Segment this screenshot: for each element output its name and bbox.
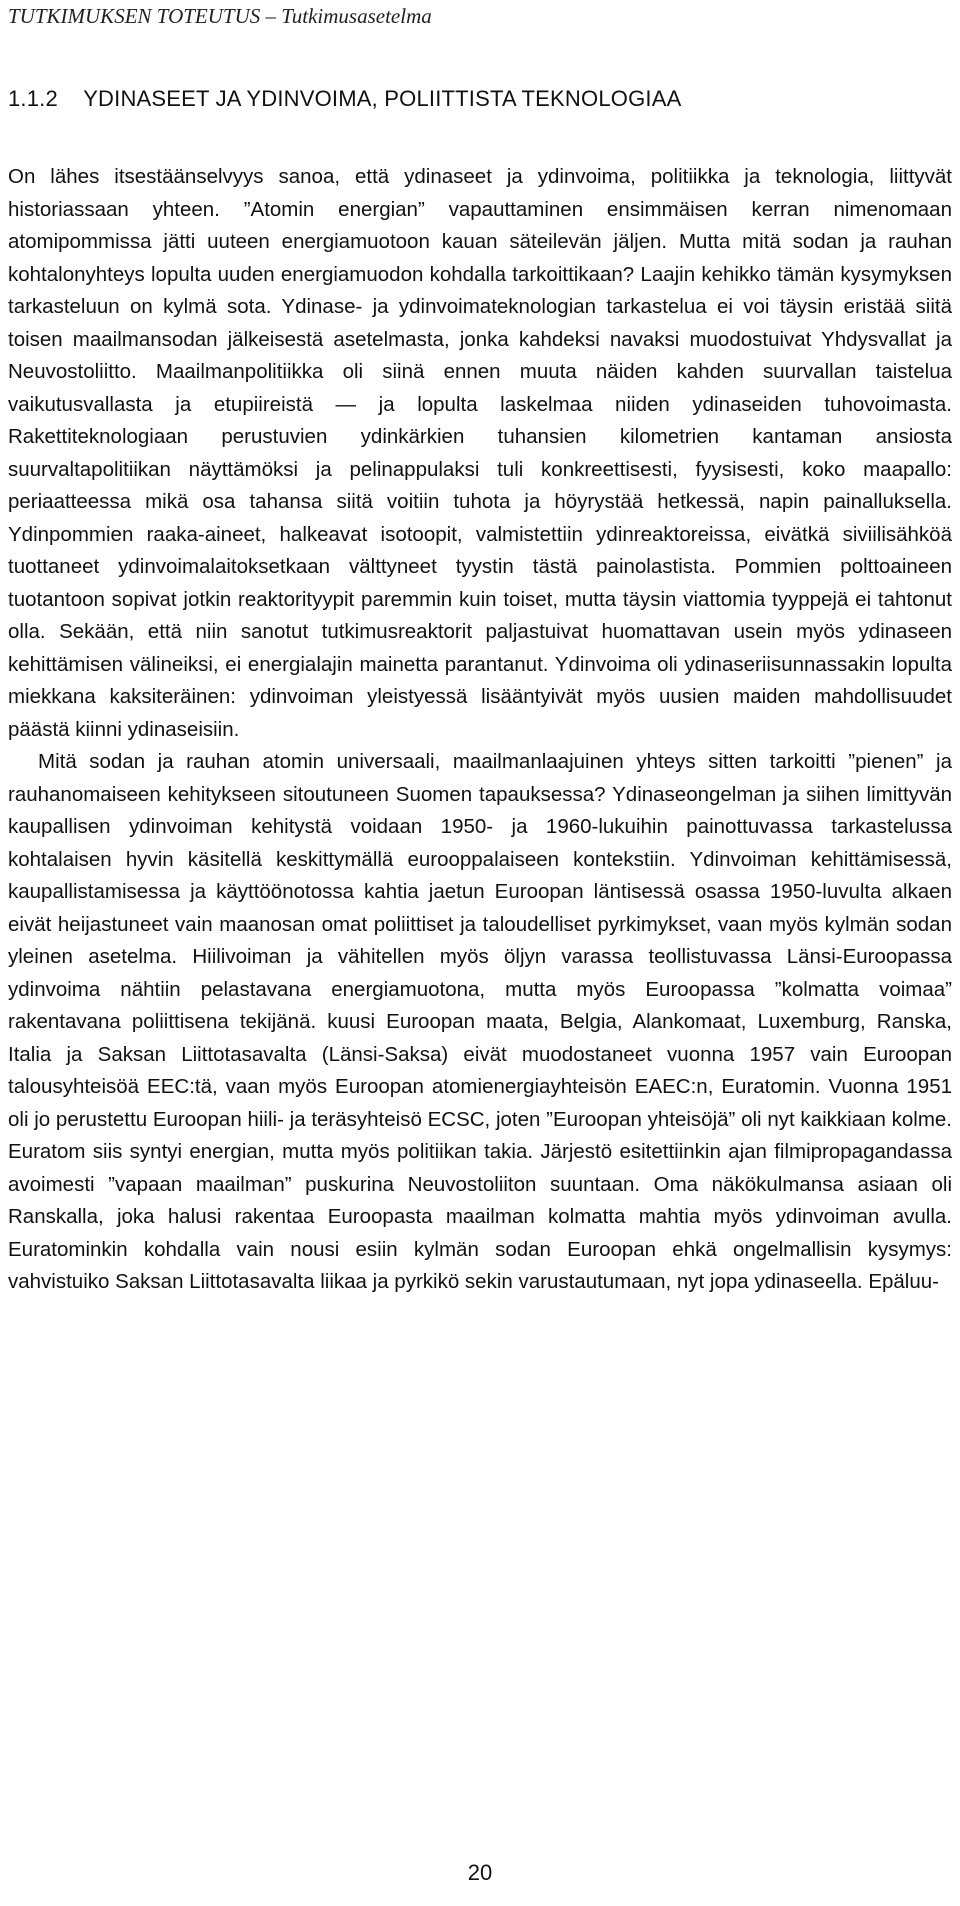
section-number: 1.1.2 [8,86,58,111]
body-text [8,161,952,1299]
paragraph-1: On lähes itsestäänselvyys sanoa, että ydinaseet ja ydinvoima, politiikka ja teknologia, liittyvät historiassaan yhteen. ”Atomin energian” vapauttaminen ensimmäisen kerran nimenomaan atomipommissa jätti uuteen energiamuotoon kauan säteilevän jäljen. Mutta mitä sodan ja rauhan kohtalonyhteys lopulta uuden energiamuodon kohdalla tarkoittikaan? Laajin kehikko tämän kysymyksen tarkasteluun on kylmä sota. Ydinase- ja ydinvoimateknologian tarkastelua ei voi täysin eristää siitä toisen maailmansodan jälkeisestä asetelmasta, jonka kahdeksi navaksi muodostuivat Yhdysvallat ja Neuvostoliitto. Maailmanpolitiikka oli siinä ennen muuta näiden kahden suurvallan taistelua vaikutusvallasta ja etupiireistä — ja lopulta laskelmaa niiden ydinaseiden tuhovoimasta. Rakettiteknologiaan perustuvien ydinkärkien tuhansien kilometrien kantaman ansiosta suurvaltapolitiikan näyttämöksi ja pelinappulaksi tuli konkreettisesti, fyysisesti, koko maapallo: periaatteessa mikä osa tahansa siitä voitiin tuhota ja höyrystää hetkessä, napin painalluksella. Ydinpommien raaka-aineet, halkeavat isotoopit, valmistettiin ydinreaktoreissa, eivätkä siviilisähköä tuottaneet ydinvoimalaitoksetkaan välttyneet tyystin tästä painolastista. Pommien polttoaineen tuotantoon sopivat jotkin reaktorityypit paremmin kuin toiset, mutta täysin viattomia tyyppejä ei tahtonut olla. Sekään, että niin sanotut tutkimusreaktorit paljastuivat huomattavan usein myös ydinaseen kehittämisen välineiksi, ei energialajin mainetta parantanut. Ydinvoima oli ydinaseriisunnassakin lopulta miekkana kaksiteräinen: ydinvoiman yleistyessä lisääntyivät myös uusien maiden mahdollisuudet päästä kiinni ydinaseisiin. [8,165,952,741]
running-header: TUTKIMUKSEN TOTEUTUS – Tutkimusasetelma [8,4,432,28]
paragraph-2: Mitä sodan ja rauhan atomin universaali, maailmanlaajuinen yhteys sitten tarkoitti ”pienen” ja rauhanomaiseen kehitykseen sitoutuneen Suomen tapauksessa? Ydinaseongelman ja siihen limittyvän kaupallisen ydinvoiman kehitystä voidaan 1950- ja 1960-lukuihin painottuvassa tarkastelussa kohtalaisen hyvin käsitellä keskittymällä eurooppalaiseen kontekstiin. Ydinvoiman kehittämisessä, kaupallistamisessa ja käyttöönotossa kahtia jaetun Euroopan läntisessä osassa 1950-luvulta alkaen eivät heijastuneet vain maanosan omat poliittiset ja taloudelliset pyrkimykset, vaan myös kylmän sodan yleinen asetelma. Hiilivoiman ja vähitellen myös öljyn varassa teollistuvassa Länsi-Euroopassa ydinvoima nähtiin pelastavana energiamuotona, mutta myös Euroopassa ”kolmatta voimaa” rakentavana poliittisena tekijänä. kuusi Euroopan maata, Belgia, Alankomaat, Luxemburg, Ranska, Italia ja Saksan Liittotasavalta (Länsi-Saksa) eivät muodostaneet vuonna 1957 vain Euroopan talousyhteisöä EEC:tä, vaan myös Euroopan atomienergiayhteisön EAEC:n, Euratomin. Vuonna 1951 oli jo perustettu Euroopan hiili- ja teräsyhteisö ECSC, joten ”Euroopan yhteisöjä” oli nyt kaikkiaan kolme. Euratom siis syntyi energian, mutta myös politiikan takia. Järjestö esitettiinkin ajan filmipropagandassa avoimesti ”vapaan maailman” puskurina Neuvostoliiton suuntaan. Oma näkökulmansa asiaan oli Ranskalla, joka halusi rakentaa Euroopasta maailman kolmatta mahtia myös ydinvoiman avulla. Euratominkin kohdalla vain nousi esiin kylmän sodan Euroopan ehkä ongelmallisin kysymys: vahvistuiko Saksan Liittotasavalta liikaa ja pyrkikö sekin varustautumaan, nyt jopa ydinaseella. Epäluu- [8,750,952,1293]
section-heading [8,86,681,112]
page-number: 20 [467,1860,493,1885]
section-title: YDINASEET JA YDINVOIMA, POLIITTISTA TEKNOLOGIAA [83,86,682,111]
